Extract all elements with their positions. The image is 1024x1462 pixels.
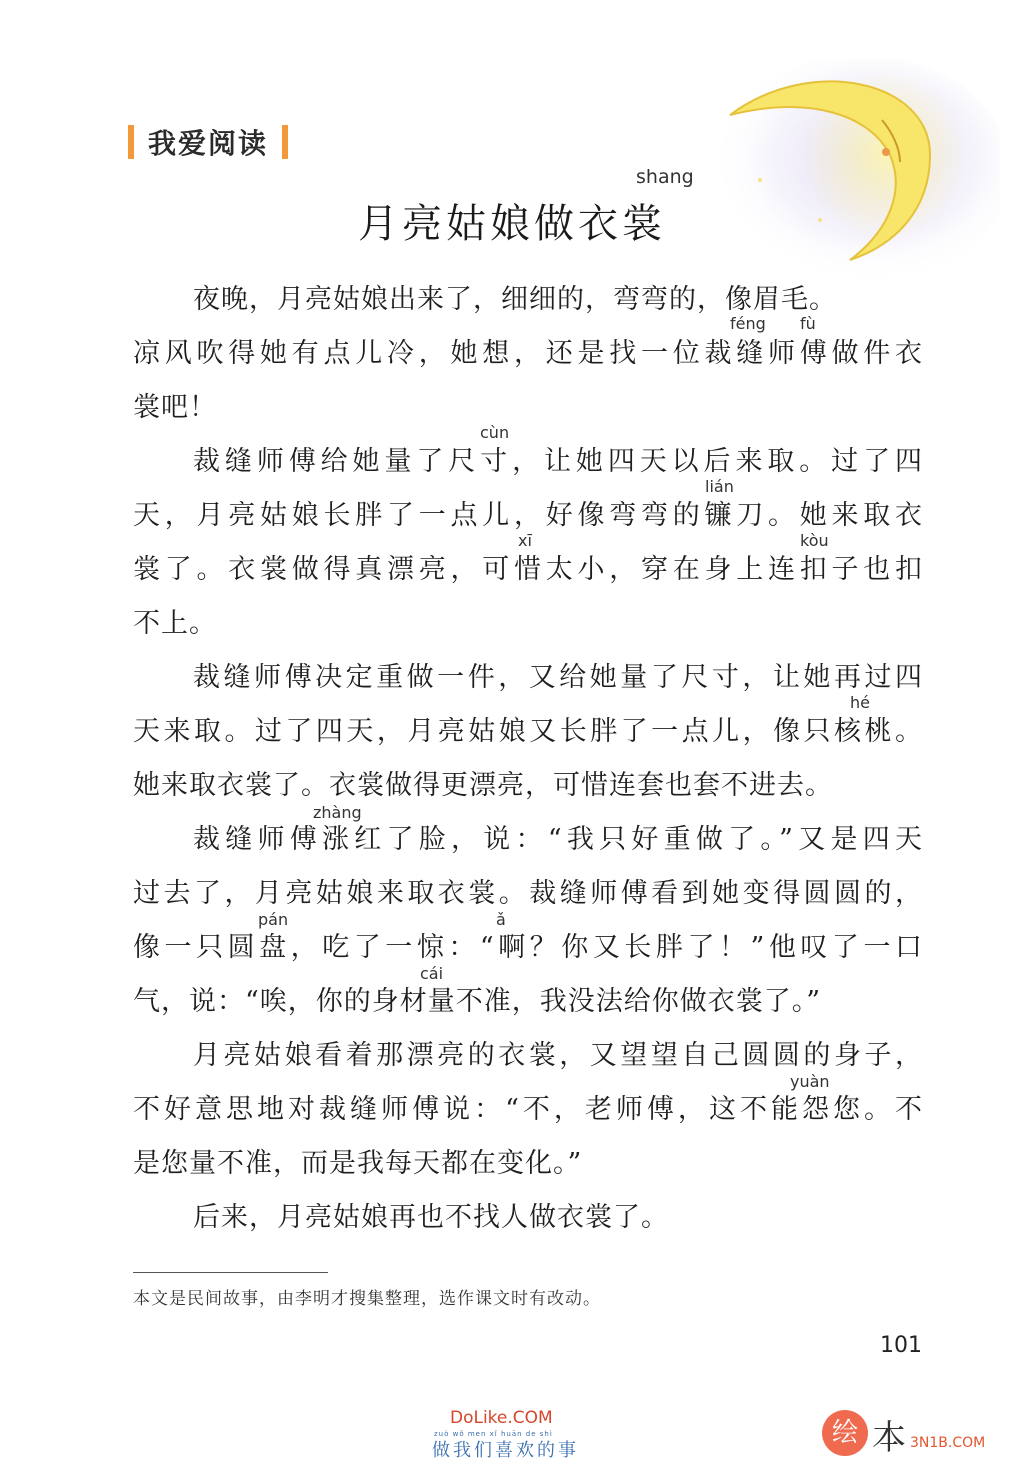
pinyin-annotation: yuàn xyxy=(790,1072,830,1091)
text-line: 气，说：“唉，你的身材量不准，我没法给你做衣裳了。” xyxy=(133,986,822,1017)
pinyin-annotation: fù xyxy=(800,314,816,333)
watermark-badge-icon: 绘 xyxy=(822,1410,868,1456)
text-line: 像一只圆盘，吃了一惊：“啊？你又长胖了！”他叹了一口 xyxy=(133,932,923,963)
text-line: 天来取。过了四天，月亮姑娘又长胖了一点儿，像只核桃。 xyxy=(133,716,923,747)
pinyin-annotation: hé xyxy=(850,693,870,712)
watermark-pinyin: zuò wǒ men xǐ huān de shì xyxy=(434,1430,553,1438)
watermark-slogan: 做我们喜欢的事 xyxy=(432,1440,579,1461)
label-bar-right xyxy=(282,125,288,159)
text-line: 裁缝师傅给她量了尺寸，让她四天以后来取。过了四 xyxy=(193,446,923,477)
text-line: 不好意思地对裁缝师傅说：“不，老师傅，这不能怨您。不 xyxy=(133,1094,923,1125)
watermark-domain: 3N1B.COM xyxy=(910,1435,986,1451)
pinyin-annotation: ǎ xyxy=(496,910,506,929)
text-line: 裳了。衣裳做得真漂亮，可惜太小，穿在身上连扣子也扣 xyxy=(133,554,923,585)
text-line: 裁缝师傅决定重做一件，又给她量了尺寸，让她再过四 xyxy=(193,662,923,693)
pinyin-annotation: féng xyxy=(730,314,766,333)
text-line: 凉风吹得她有点儿冷，她想，还是找一位裁缝师傅做件衣 xyxy=(133,338,923,369)
text-line: 不上。 xyxy=(133,608,217,639)
text-line: 裳吧！ xyxy=(133,392,217,423)
text-line: 后来，月亮姑娘再也不找人做衣裳了。 xyxy=(193,1202,669,1233)
pinyin-annotation: pán xyxy=(258,910,289,929)
page-number: 101 xyxy=(880,1333,922,1358)
watermark-site: DoLike.COM xyxy=(450,1408,553,1428)
section-label xyxy=(128,122,288,162)
text-line: 是您量不准，而是我每天都在变化。” xyxy=(133,1148,583,1179)
text-line: 月亮姑娘看着那漂亮的衣裳，又望望自己圆圆的身子， xyxy=(193,1040,923,1071)
footnote-divider xyxy=(133,1272,328,1273)
text-line: 天，月亮姑娘长胖了一点儿，好像弯弯的镰刀。她来取衣 xyxy=(133,500,923,531)
title-pinyin: shang xyxy=(636,166,694,188)
page-title: 月亮姑娘做衣裳 xyxy=(358,201,666,247)
pinyin-annotation: cùn xyxy=(480,423,510,442)
section-label-text: 我爱阅读 xyxy=(148,127,269,160)
footnote: 本文是民间故事，由李明才搜集整理，选作课文时有改动。 xyxy=(133,1289,601,1309)
text-line: 过去了，月亮姑娘来取衣裳。裁缝师傅看到她变得圆圆的， xyxy=(133,878,923,909)
crescent-moon-illustration xyxy=(700,60,1000,290)
pinyin-annotation: zhàng xyxy=(313,803,362,822)
label-bar-left xyxy=(128,125,134,159)
text-line: 裁缝师傅涨红了脸，说：“我只好重做了。”又是四天 xyxy=(193,824,923,855)
pinyin-annotation: cái xyxy=(420,964,444,983)
pinyin-annotation: kòu xyxy=(800,531,829,550)
text-line: 夜晚，月亮姑娘出来了，细细的，弯弯的，像眉毛。 xyxy=(193,284,837,315)
pinyin-annotation: xī xyxy=(518,531,532,550)
text-line: 她来取衣裳了。衣裳做得更漂亮，可惜连套也套不进去。 xyxy=(133,770,833,801)
pinyin-annotation: lián xyxy=(705,477,734,496)
watermark-char: 本 xyxy=(872,1418,906,1458)
